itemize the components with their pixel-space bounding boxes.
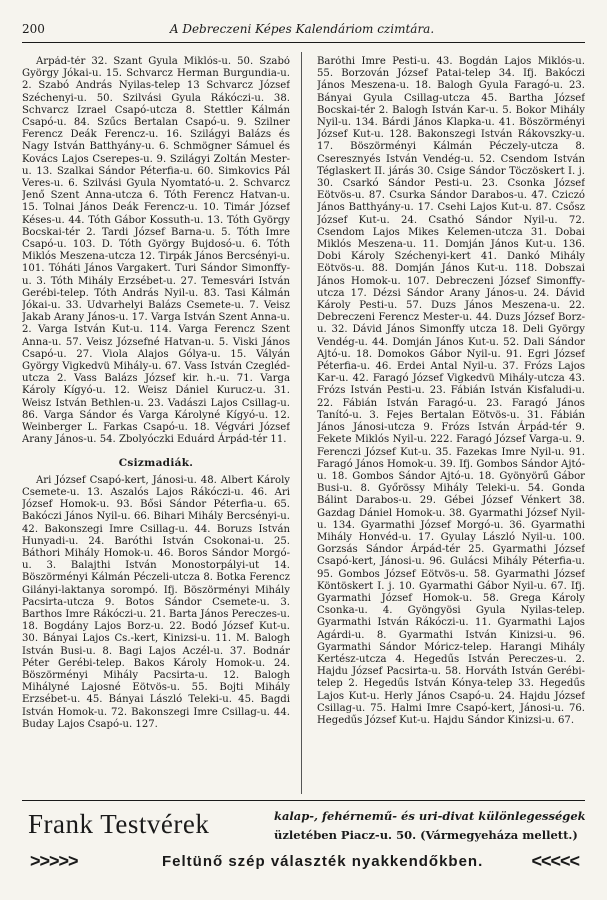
page-header (22, 22, 582, 38)
ad-arrows-right: <<<<< (531, 851, 579, 871)
section-paragraph: Ari József Csapó-kert, Jánosi-u. 48. Albert Károly Csemete-u. 13. Aszalós Lajos Rákóczi-u. 46. Ari József Homok-u. 93. Bősi Sándor Péterfia-u. 65. Bakóczi János Nyil-u. 66. Bihari Mihály Bercsényi-u. 42. Bakonszegi Imre Csillag-u. 44. Boruzs István Hunyadi-u. 24. Baróthi István Csokonai-u. 25. Báthori Mihály Homok-u. 46. Boros Sándor Morgó-u. 3. Balajthi István Monostorpályi-ut 14. Böszörményi Kálmán Péczeli-utcza 8. Botka Ferencz Gilányi-laktanya sorompó. Ifj. Böszörményi Mihály Pacsirta-utcza 9. Botos Sándor Csemete-u. 3. Barthos Imre Rákóczi-u. 21. Barta János Pereczes-u. 18. Bogdány Lajos Borz-u. 22. Bodó József Kut-u. 30. Bányai Lajos Cs.-kert, Kinizsi-u. 11. M. Balogh István Busi-u. 8. Bagi Lajos Aczél-u. 37. Bodnár Péter Gerébi-telep. Bakos Károly Homok-u. 24. Böszörményi Mihály Pacsirta-u. 12. Balogh Mihályné Lajosné Eötvös-u. 55. Bojti Mihály Erzsébet-u. 45. Bányai László Teleki-u. 45. Bagdi István Homok-u. 72. Bakonszegi Imre Csillag-u. 44. Buday Lajos Csapó-u. 127. (22, 474, 290, 730)
ad-line-products: kalap-, fehérnemű- és uri-divat különlegességek (274, 809, 586, 823)
left-paragraph: Árpád-tér 32. Szant Gyula Miklós-u. 50. Szabó György Jókai-u. 15. Schvarcz Herman Burgundia-u. 2. Szabó András Nyilas-telep 13 Schvarcz József Széchenyi-u. 50. Szilvási Gyula Rákóczi-u. 38. Schvarcz Izrael Csapó-utcza 8. Stettler Kálmán Csapó-u. 84. Szűcs Bertalan Csapó-u. 9. Szilner Ferencz Deák Ferencz-u. 16. Szilágyi Balázs és Nagy István Batthyány-u. 6. Schmögner Sámuel és Kovács Lajos Cserepes-u. 9. Szilágyi Zoltán Mester-u. 13. Szalkai Sándor Péterfia-u. 60. Simkovics Pál Veres-u. 6. Szilvási Gyula Nyomtató-u. 2. Schvarcz Jenő Szent Anna-utcza 6. Tóth Ferencz Hatvan-u. 15. Tolnai János Deák Ferencz-u. 10. Timár József Késes-u. 44. Tóth Gábor Kossuth-u. 13. Tóth György Bocskai-tér 2. Tardi József Barna-u. 5. Tóth Imre Csapó-u. 103. D. Tóth György Bujdosó-u. 6. Tóth Miklós Meszena-utcza 12. Tirpák János Bercsényi-u. 101. Tóháti János Vargakert. Turi Sándor Simonffy-u. 3. Tóth Mihály Erzsébet-u. 27. Temesvári István Gerébi-telep. Tóth András Nyil-u. 83. Tasi Kálmán Jókai-u. 33. Udvarhelyi Balázs Csemete-u. 7. Veisz Jakab Arany János-u. 17. Varga István Szent Anna-u. 2. Varga István Kut-u. 114. Varga Ferencz Szent Anna-u. 57. Veisz Józsefné Hatvan-u. 5. Viski János Csapó-u. 27. Viola Alajos Gólya-u. 15. Vályán György Vigkedvü Mihály-u. 67. Vass István Czegléd-utcza 2. Vass Balázs József kir. h.-u. 71. Varga Károly Kígyó-u. 12. Weisz Dániel Kurucz-u. 31. Weisz István Bethlen-u. 23. Vadászi Lajos Csillag-u. 86. Varga Sándor és Varga Károlyné Kígyó-u. 12. Weinberger L. Farkas Csapó-u. 18. Végvári József Arany János-u. 54. Zbolyóczki Eduárd Árpád-tér 11. (22, 56, 290, 446)
page-number: 200 (22, 22, 45, 36)
right-paragraph: Baróthi Imre Pesti-u. 43. Bogdán Lajos Miklós-u. 55. Borzován József Patai-telep 34. Ifj. Bakóczi János Meszena-u. 18. Balogh Gyula Faragó-u. 23. Bányai Gyula Csillag-utcza 45. Bartha József Bocskai-tér 2. Balogh István Kar-u. 5. Bokor Mihály Nyil-u. 134. Bárdi János Klapka-u. 41. Böszörményi József Kut-u. 128. Bakonszegi István Rákovszky-u. 17. Böszörményi Kálmán Péczely-utcza 8. Cseresznyés István Vendég-u. 52. Csendom István Téglaskert II. járás 30. Csige Sándor Töczöskert I. j. 30. Csarkó Sándor Pesti-u. 23. Csonka József Eötvös-u. 87. Csurka Sándor Darabos-u. 47. Cziczó János Batthyány-u. 17. Csehi Lajos Kut-u. 87. Csősz József Kut-u. 24. Csathó Sándor Nyil-u. 72. Csendom Lajos Mikes Kelemen-utcza 31. Dobai Miklós Meszena-u. 11. Domján János Kut-u. 136. Dobi Károly Széchenyi-kert 41. Dankó Mihály Eötvös-u. 88. Domján János Kut-u. 118. Dobszai János Homok-u. 107. Debreczeni József Simonffy-utcza 17. Dézsi Sándor Arany János-u. 24. Dávid Károly Pesti-u. 57. Duzs János Meszena-u. 22. Debreczeni Ferencz Mester-u. 44. Duzs József Borz-u. 32. Dávid János Simonffy utcza 18. Deli György Vendég-u. 44. Domján János Kut-u. 52. Dali Sándor Ajtó-u. 18. Domokos Gábor Nyil-u. 91. Egri József Péterfia-u. 46. Erdei Antal Nyil-u. 37. Frózs Lajos Kar-u. 42. Faragó József Vigkedvü Mihály-utcza 43. Frózs István Pesti-u. 23. Fábián István Kisfaludi-u. 22. Fábián István Faragó-u. 23. Faragó János Tanító-u. 3. Fejes Bertalan Eötvös-u. 31. Fábián János Jánosi-utcza 9. Frózs István Árpád-tér 9. Fekete Miklós Nyil-u. 222. Faragó József Varga-u. 9. Ferenczi József Kut-u. 35. Fazekas Imre Nyil-u. 91. Faragó János Homok-u. 39. Ifj. Gombos Sándor Ajtó-u. 18. Gombos Sándor Ajtó-u. 18. Gyönyörű Gábor Busi-u. 8. Győrössy Mihály Teleki-u. 54. Gonda Bálint Darabos-u. 29. Gébei József Vénkert 38. Gazdag Dániel Homok-u. 38. Gyarmathi József Nyil-u. 134. Gyarmathi József Morgó-u. 36. Gyarmathi Mihály Honvéd-u. 17. Gyulay László Nyil-u. 100. Gorzsás Sándor Árpád-tér 25. Gyarmathi József Csapó-kert, Jánosi-u. 96. Gulácsi Mihály Péterfia-u. 95. Gombos József Eötvös-u. 58. Gyarmathi József Köntöskert I. j. 10. Gyarmathi Gábor Nyil-u. 67. Ifj. Gyarmathi József Homok-u. 58. Grega Károly Csonka-u. 4. Gyöngyösi Gyula Nyilas-telep. Gyarmathi István Rákóczi-u. 11. Gyarmathi Lajos Agárdi-u. 8. Gyarmathi István Kinizsi-u. 96. Gyarmathi Sándor Móricz-telep. Harangi Mihály Kertész-utcza 4. Hegedűs István Pereczes-u. 2. Hajdu József Pacsirta-u. 58. Horváth István Gerébi-telep 2. Hegedűs István Kónya-telep 33. Hegedűs Lajos Kut-u. Herly János Csapó-u. 24. Hajdu József Csillag-u. 75. Halmi Imre Csapó-kert, Jánosi-u. 76. Hegedűs József Kut-u. Hajdu Sándor Kinizsi-u. 67. (317, 56, 585, 726)
running-title: A Debreczeni Képes Kalendáriom czimtára. (169, 22, 435, 36)
header-rule (22, 42, 585, 43)
ad-arrows-left: >>>>> (30, 851, 78, 871)
ad-brand: Frank Testvérek (28, 809, 210, 839)
section-heading: Csizmadiák. (118, 456, 194, 469)
ad-line-slogan: Feltünő szép választék nyakkendőkben. (162, 853, 484, 870)
advertisement (22, 800, 585, 885)
column-divider (301, 52, 302, 794)
left-column (22, 56, 290, 794)
ad-line-address: üzletében Piacz-u. 50. (Vármegyeháza mellett.) (274, 828, 578, 842)
right-column (317, 56, 585, 794)
